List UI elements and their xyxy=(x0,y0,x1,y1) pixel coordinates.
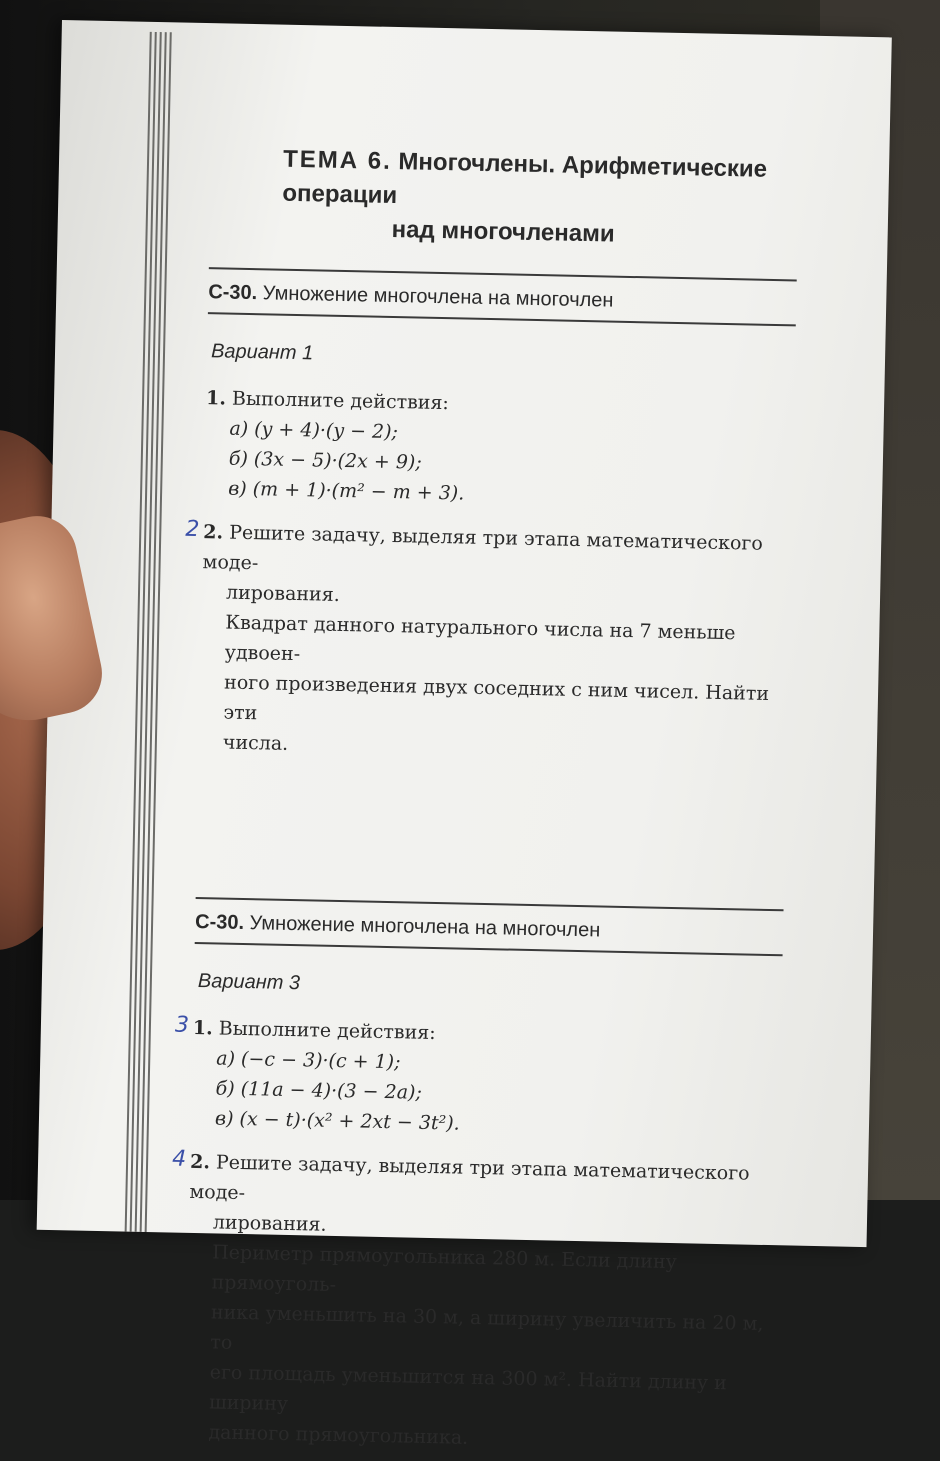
task-text-line: ника уменьшить на 30 м, а ширину увеличить на 20 м, то xyxy=(210,1301,764,1354)
worksheet-content xyxy=(171,63,813,1459)
section-header xyxy=(195,897,784,956)
task-2 xyxy=(171,1146,790,1459)
task-text-line: ного произведения двух соседних с ним чисел. Найти эти xyxy=(223,671,770,725)
topic-number: ТЕМА 6. xyxy=(282,145,393,175)
page-stack-edges xyxy=(125,32,176,1232)
section-code: С-30. xyxy=(208,281,258,305)
task-title: Решите задачу, выделяя три этапа математического моде- xyxy=(202,521,764,575)
task-item: в) (m + 1)·(m² − m + 3). xyxy=(227,477,465,505)
task-2 xyxy=(185,516,804,770)
task-text-line: Периметр прямоугольника 280 м. Если длину прямоуголь- xyxy=(211,1241,678,1297)
variant-label: Вариант 1 xyxy=(210,340,314,365)
task-1 xyxy=(174,1012,793,1146)
task-number: 2. xyxy=(189,1150,211,1174)
handwritten-number: 3 xyxy=(174,1012,190,1038)
handwritten-number: 2 xyxy=(185,516,200,542)
topic-heading xyxy=(281,143,811,256)
task-text-line: числа. xyxy=(222,731,289,755)
task-title-continuation: лирования. xyxy=(212,1211,327,1236)
task-item: б) (3x − 5)·(2x + 9); xyxy=(228,447,422,474)
task-item: а) (−c − 3)·(c + 1); xyxy=(216,1047,401,1074)
task-item: а) (y + 4)·(y − 2); xyxy=(229,417,399,444)
task-item: в) (x − t)·(x² + 2xt − 3t²). xyxy=(214,1107,460,1135)
section-title: Умножение многочлена на многочлен xyxy=(249,912,601,942)
section-code: С-30. xyxy=(194,910,245,935)
task-number: 1. xyxy=(205,387,227,410)
task-title: Решите задачу, выделяя три этапа математического моде- xyxy=(189,1151,750,1205)
section-header xyxy=(208,267,797,326)
task-text-line: его площадь уменьшится на 300 м². Найти длину и ширину xyxy=(208,1361,728,1416)
section-title: Умножение многочлена на многочлен xyxy=(262,282,614,312)
task-1 xyxy=(204,383,806,516)
topic-title-line1: Многочлены. Арифметические операции xyxy=(282,148,768,210)
task-item: б) (11a − 4)·(3 − 2a); xyxy=(215,1077,423,1104)
task-title: Выполните действия: xyxy=(231,387,450,415)
task-number: 2. xyxy=(203,521,224,544)
blank-space xyxy=(196,757,798,888)
task-title-continuation: лирования. xyxy=(225,581,340,606)
worksheet-page xyxy=(37,20,892,1449)
task-text-line: Квадрат данного натурального числа на 7 меньше удвоен- xyxy=(224,611,736,666)
task-number: 1. xyxy=(192,1016,213,1040)
task-text-line: данного прямоугольника. xyxy=(208,1421,469,1449)
variant-block xyxy=(185,267,809,769)
variant-label: Вариант 3 xyxy=(197,970,301,995)
handwritten-number: 4 xyxy=(171,1146,187,1172)
variant-block xyxy=(171,897,795,1459)
task-title: Выполните действия: xyxy=(218,1017,436,1045)
topic-title-line2: над многочленами xyxy=(391,215,615,248)
